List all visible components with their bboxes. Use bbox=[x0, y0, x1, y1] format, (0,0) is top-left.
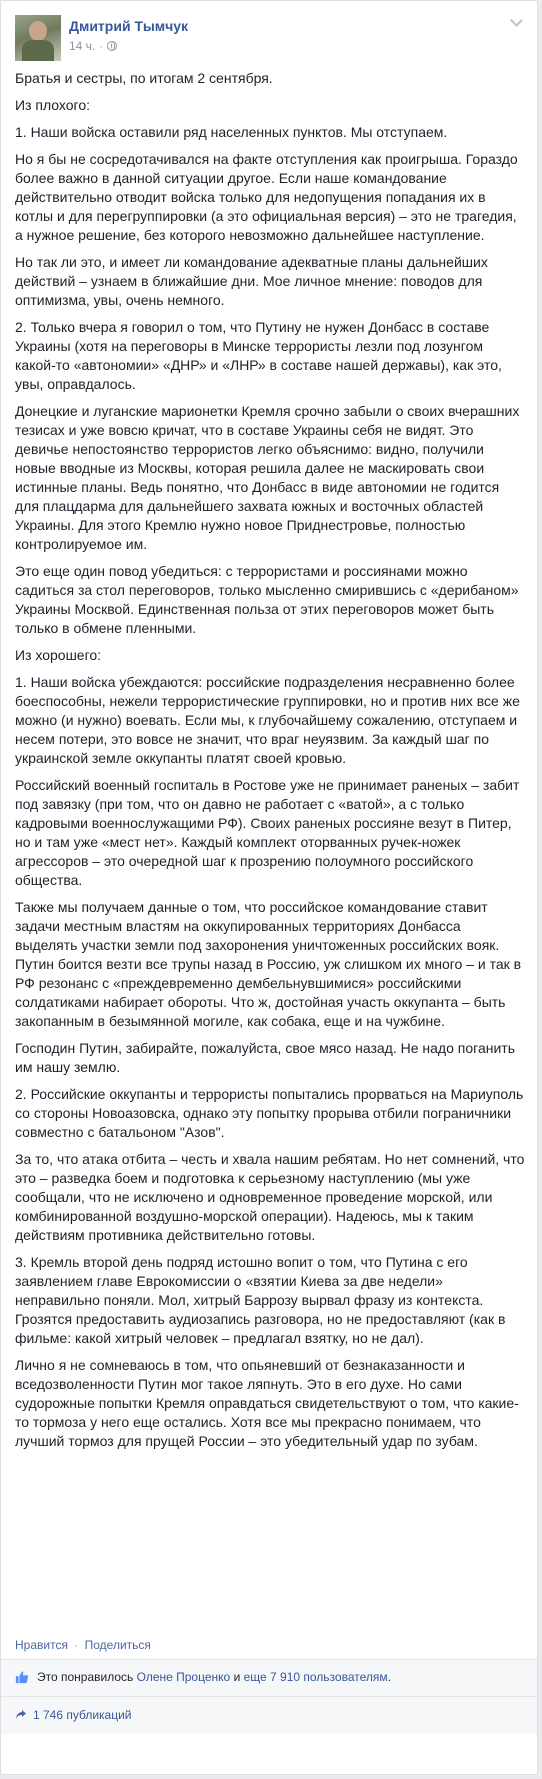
shares-bar bbox=[1, 1696, 537, 1734]
post-paragraph: 1. Наши войска оставили ряд населенных пунктов. Мы отступаем. bbox=[15, 124, 448, 140]
post-body bbox=[15, 69, 525, 1459]
likes-prefix: Это понравилось bbox=[37, 1670, 134, 1684]
share-link[interactable]: Поделиться bbox=[84, 1638, 151, 1652]
actions-separator: · bbox=[74, 1638, 79, 1652]
post-paragraph: Российский военный госпиталь в Ростове уже не принимает раненых – забит под завязку (при том, что он давно не работает с «ватой», а с только кадровыми военнослужащими РФ). Своих раненых россияне везут в Питер, но и там уже «мест нет». Каждый комплект оторванных ручек-ножек агрессоров – это очередной шаг к прозрению полоумного российского общества. bbox=[15, 777, 520, 888]
author-name[interactable]: Дмитрий Тымчук bbox=[69, 18, 189, 34]
post-header bbox=[1, 1, 537, 71]
likes-summary bbox=[15, 1670, 391, 1684]
post-paragraph: Господин Путин, забирайте, пожалуйста, свое мясо назад. Не надо поганить им нашу землю. bbox=[15, 1040, 515, 1075]
post-paragraph: Братья и сестры, по итогам 2 сентября. bbox=[15, 70, 273, 86]
post-paragraph: Лично я не сомневаюсь в том, что опьяневший от безнаказанности и вседозволенности Путин мог такое ляпнуть. Это в его духе. Но сами судорожные попытки Кремля оправдаться свидетельствуют о том, что какие-то тормоза у него еще остались. Хотя все мы прекрасно понимаем, что лучший тормоз для прущей России – это убедительный удар по зубам. bbox=[15, 1357, 519, 1449]
post-paragraph: Донецкие и луганские марионетки Кремля срочно забыли о своих вчерашних тезисах и уже вовсю кричат, что в составе Украины себя не видят. Это девичье непостоянство террористов легко объяснимо: видно, получили новые вводные из Москвы, которая решила далее не маскировать свои истинные планы. Ведь понятно, что Донбасс в виде автономии не годится для плацдарма для дальнейшего захвата южных и восточных областей Украины. Для этого Кремлю нужно новое Приднестровье, полностью контролируемое им. bbox=[15, 403, 520, 552]
avatar-head bbox=[29, 21, 47, 41]
likes-suffix: . bbox=[387, 1670, 391, 1684]
post-time[interactable]: 14 ч. bbox=[69, 39, 96, 53]
shares-summary[interactable] bbox=[15, 1708, 132, 1722]
globe-icon[interactable] bbox=[107, 41, 117, 51]
meta-separator: · bbox=[99, 39, 104, 53]
post-paragraph: Из плохого: bbox=[15, 97, 91, 113]
post-paragraph: Но так ли это, и имеет ли командование адекватные планы дальнейших действий – узнаем в ближайшие дни. Мое личное мнение: поводов для оптимизма, увы, очень немного. bbox=[15, 254, 488, 308]
like-link[interactable]: Нравится bbox=[15, 1638, 68, 1652]
post-paragraph: Но я бы не сосредотачивался на факте отступления как проигрыша. Гораздо более важно в данной ситуации другое. Если наше командование действительно отводит войска только для недопущения попадания их в котлы и для перегруппировки (а это официальная версия) – это не трагедия, а нужное решение, без которого невозможно дальнейшее наступление. bbox=[15, 151, 518, 243]
avatar-body bbox=[22, 40, 54, 61]
liker-name-link[interactable]: Олене Проценко bbox=[136, 1670, 231, 1684]
post-paragraph: За то, что атака отбита – честь и хвала нашим ребятам. Но нет сомнений, что это – разведка боем и подготовка к серьезному наступлению (мы уже сообщали, что не исключено и одновременное проведение морской, или комбинированной воздушно-морской операции). Надеюсь, мы к таким действиям противника действительно готовы. bbox=[15, 1151, 525, 1243]
post-paragraph: 2. Российские оккупанты и террористы попытались прорваться на Мариуполь со стороны Новоазовска, однако эту попытку прорыва отбили пограничники совместно с батальоном "Азов". bbox=[15, 1086, 524, 1140]
likes-and: и bbox=[233, 1670, 241, 1684]
chevron-down-icon[interactable] bbox=[509, 15, 523, 29]
likes-bar bbox=[1, 1659, 537, 1696]
post-paragraph: Это еще один повод убедиться: с террористами и россиянами можно садиться за стол переговоров, только мысленно смирившись с «дерибаном» Украины Москвой. Единственная польза от этих переговоров может быть только в обмене пленными. bbox=[15, 563, 519, 636]
post-actions bbox=[15, 1638, 151, 1652]
author-avatar[interactable] bbox=[15, 15, 61, 61]
post-paragraph: Из хорошего: bbox=[15, 647, 102, 663]
post-meta bbox=[69, 39, 117, 53]
post-paragraph: 1. Наши войска убеждаются: российские подразделения несравненно более боеспособны, нежели террористические группировки, но и против них все же можно (и нужно) воевать. Если мы, к глубочайшему сожалению, отступаем и несем потери, это вовсе не значит, что враг неуязвим. За каждый шаг по украинской земле оккупанты платят своей кровью. bbox=[15, 674, 520, 766]
likes-others-link[interactable]: еще 7 910 пользователям bbox=[243, 1670, 388, 1684]
thumbs-up-icon bbox=[15, 1670, 29, 1684]
post-paragraph: Также мы получаем данные о том, что российское командование ставит задачи местным властям на оккупированных территориях Донбасса выделять участки земли под захоронения уничтоженных российских вояк. Путин боится везти все трупы назад в Россию, уж слишком их много – и так в РФ резонанс с «преждевременно дембельнувшимися» российскими солдатиками набирает обороты. Что ж, достойная участь оккупанта – быть закопанным в безымянной могиле, как собака, еще и на чужбине. bbox=[15, 899, 522, 1029]
post-paragraph: 2. Только вчера я говорил о том, что Путину не нужен Донбасс в составе Украины (хотя на переговоры в Минске террористы лезли под лозунгом какой-то «автономии» «ДНР» и «ЛНР» в составе нашей державы), как это, увы, оправдалось. bbox=[15, 319, 502, 392]
share-icon bbox=[15, 1709, 27, 1721]
shares-count[interactable]: 1 746 публикаций bbox=[33, 1708, 132, 1722]
post-paragraph: 3. Кремль второй день подряд истошно вопит о том, что Путина с его заявлением главе Еврокомиссии о «взятии Киева за две недели» неправильно поняли. Мол, хитрый Баррозу вырвал фразу из контекста. Грозятся предоставить аудиозапись разговора, но не предоставляют (как в фильме: какой хитрый человек – предлагал взятку, но не дал). bbox=[15, 1254, 506, 1346]
